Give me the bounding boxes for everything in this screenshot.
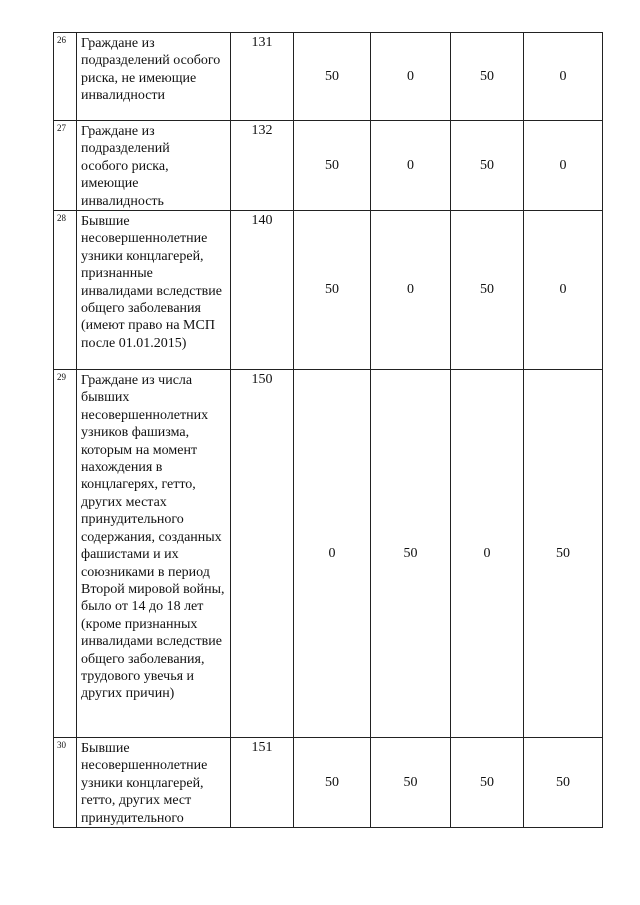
row-code: 151 bbox=[231, 738, 294, 828]
table-row bbox=[54, 738, 603, 828]
value-cell: 50 bbox=[294, 211, 371, 370]
value-cell: 0 bbox=[524, 121, 603, 211]
row-description: Граждане из подразделений особого риска, не имеющие инвалидности bbox=[77, 33, 231, 121]
benefits-table bbox=[53, 32, 603, 828]
value-cell: 50 bbox=[451, 33, 524, 121]
row-code: 140 bbox=[231, 211, 294, 370]
row-number: 29 bbox=[54, 370, 77, 738]
row-number: 28 bbox=[54, 211, 77, 370]
row-code: 150 bbox=[231, 370, 294, 738]
row-description: Бывшие несовершеннолетние узники концлагерей, признанные инвалидами вследствие общего заболевания (имеют право на МСП после 01.01.2015) bbox=[77, 211, 231, 370]
value-cell: 50 bbox=[451, 121, 524, 211]
row-code: 131 bbox=[231, 33, 294, 121]
value-cell: 0 bbox=[371, 33, 451, 121]
value-cell: 50 bbox=[294, 121, 371, 211]
value-cell: 0 bbox=[524, 211, 603, 370]
value-cell: 50 bbox=[371, 738, 451, 828]
value-cell: 50 bbox=[451, 738, 524, 828]
row-description: Граждане из числа бывших несовершеннолетних узников фашизма, которым на момент нахождения в концлагерях, гетто, других местах принудительного содержания, созданных фашистами и их союзниками в период Второй мировой войны, было от 14 до 18 лет (кроме признанных инвалидами вследствие общего заболевания, трудового увечья и других причин) bbox=[77, 370, 231, 738]
value-cell: 0 bbox=[294, 370, 371, 738]
row-number: 30 bbox=[54, 738, 77, 828]
row-description: Граждане из подразделений особого риска, имеющие инвалидность bbox=[77, 121, 231, 211]
row-code: 132 bbox=[231, 121, 294, 211]
value-cell: 0 bbox=[371, 121, 451, 211]
value-cell: 50 bbox=[294, 33, 371, 121]
table-row bbox=[54, 121, 603, 211]
row-number: 26 bbox=[54, 33, 77, 121]
table-row bbox=[54, 370, 603, 738]
row-description: Бывшие несовершеннолетние узники концлагерей, гетто, других мест принудительного bbox=[77, 738, 231, 828]
value-cell: 0 bbox=[524, 33, 603, 121]
value-cell: 50 bbox=[371, 370, 451, 738]
value-cell: 0 bbox=[451, 370, 524, 738]
value-cell: 50 bbox=[451, 211, 524, 370]
table-row bbox=[54, 33, 603, 121]
table-row bbox=[54, 211, 603, 370]
value-cell: 50 bbox=[524, 370, 603, 738]
value-cell: 50 bbox=[294, 738, 371, 828]
value-cell: 0 bbox=[371, 211, 451, 370]
value-cell: 50 bbox=[524, 738, 603, 828]
row-number: 27 bbox=[54, 121, 77, 211]
